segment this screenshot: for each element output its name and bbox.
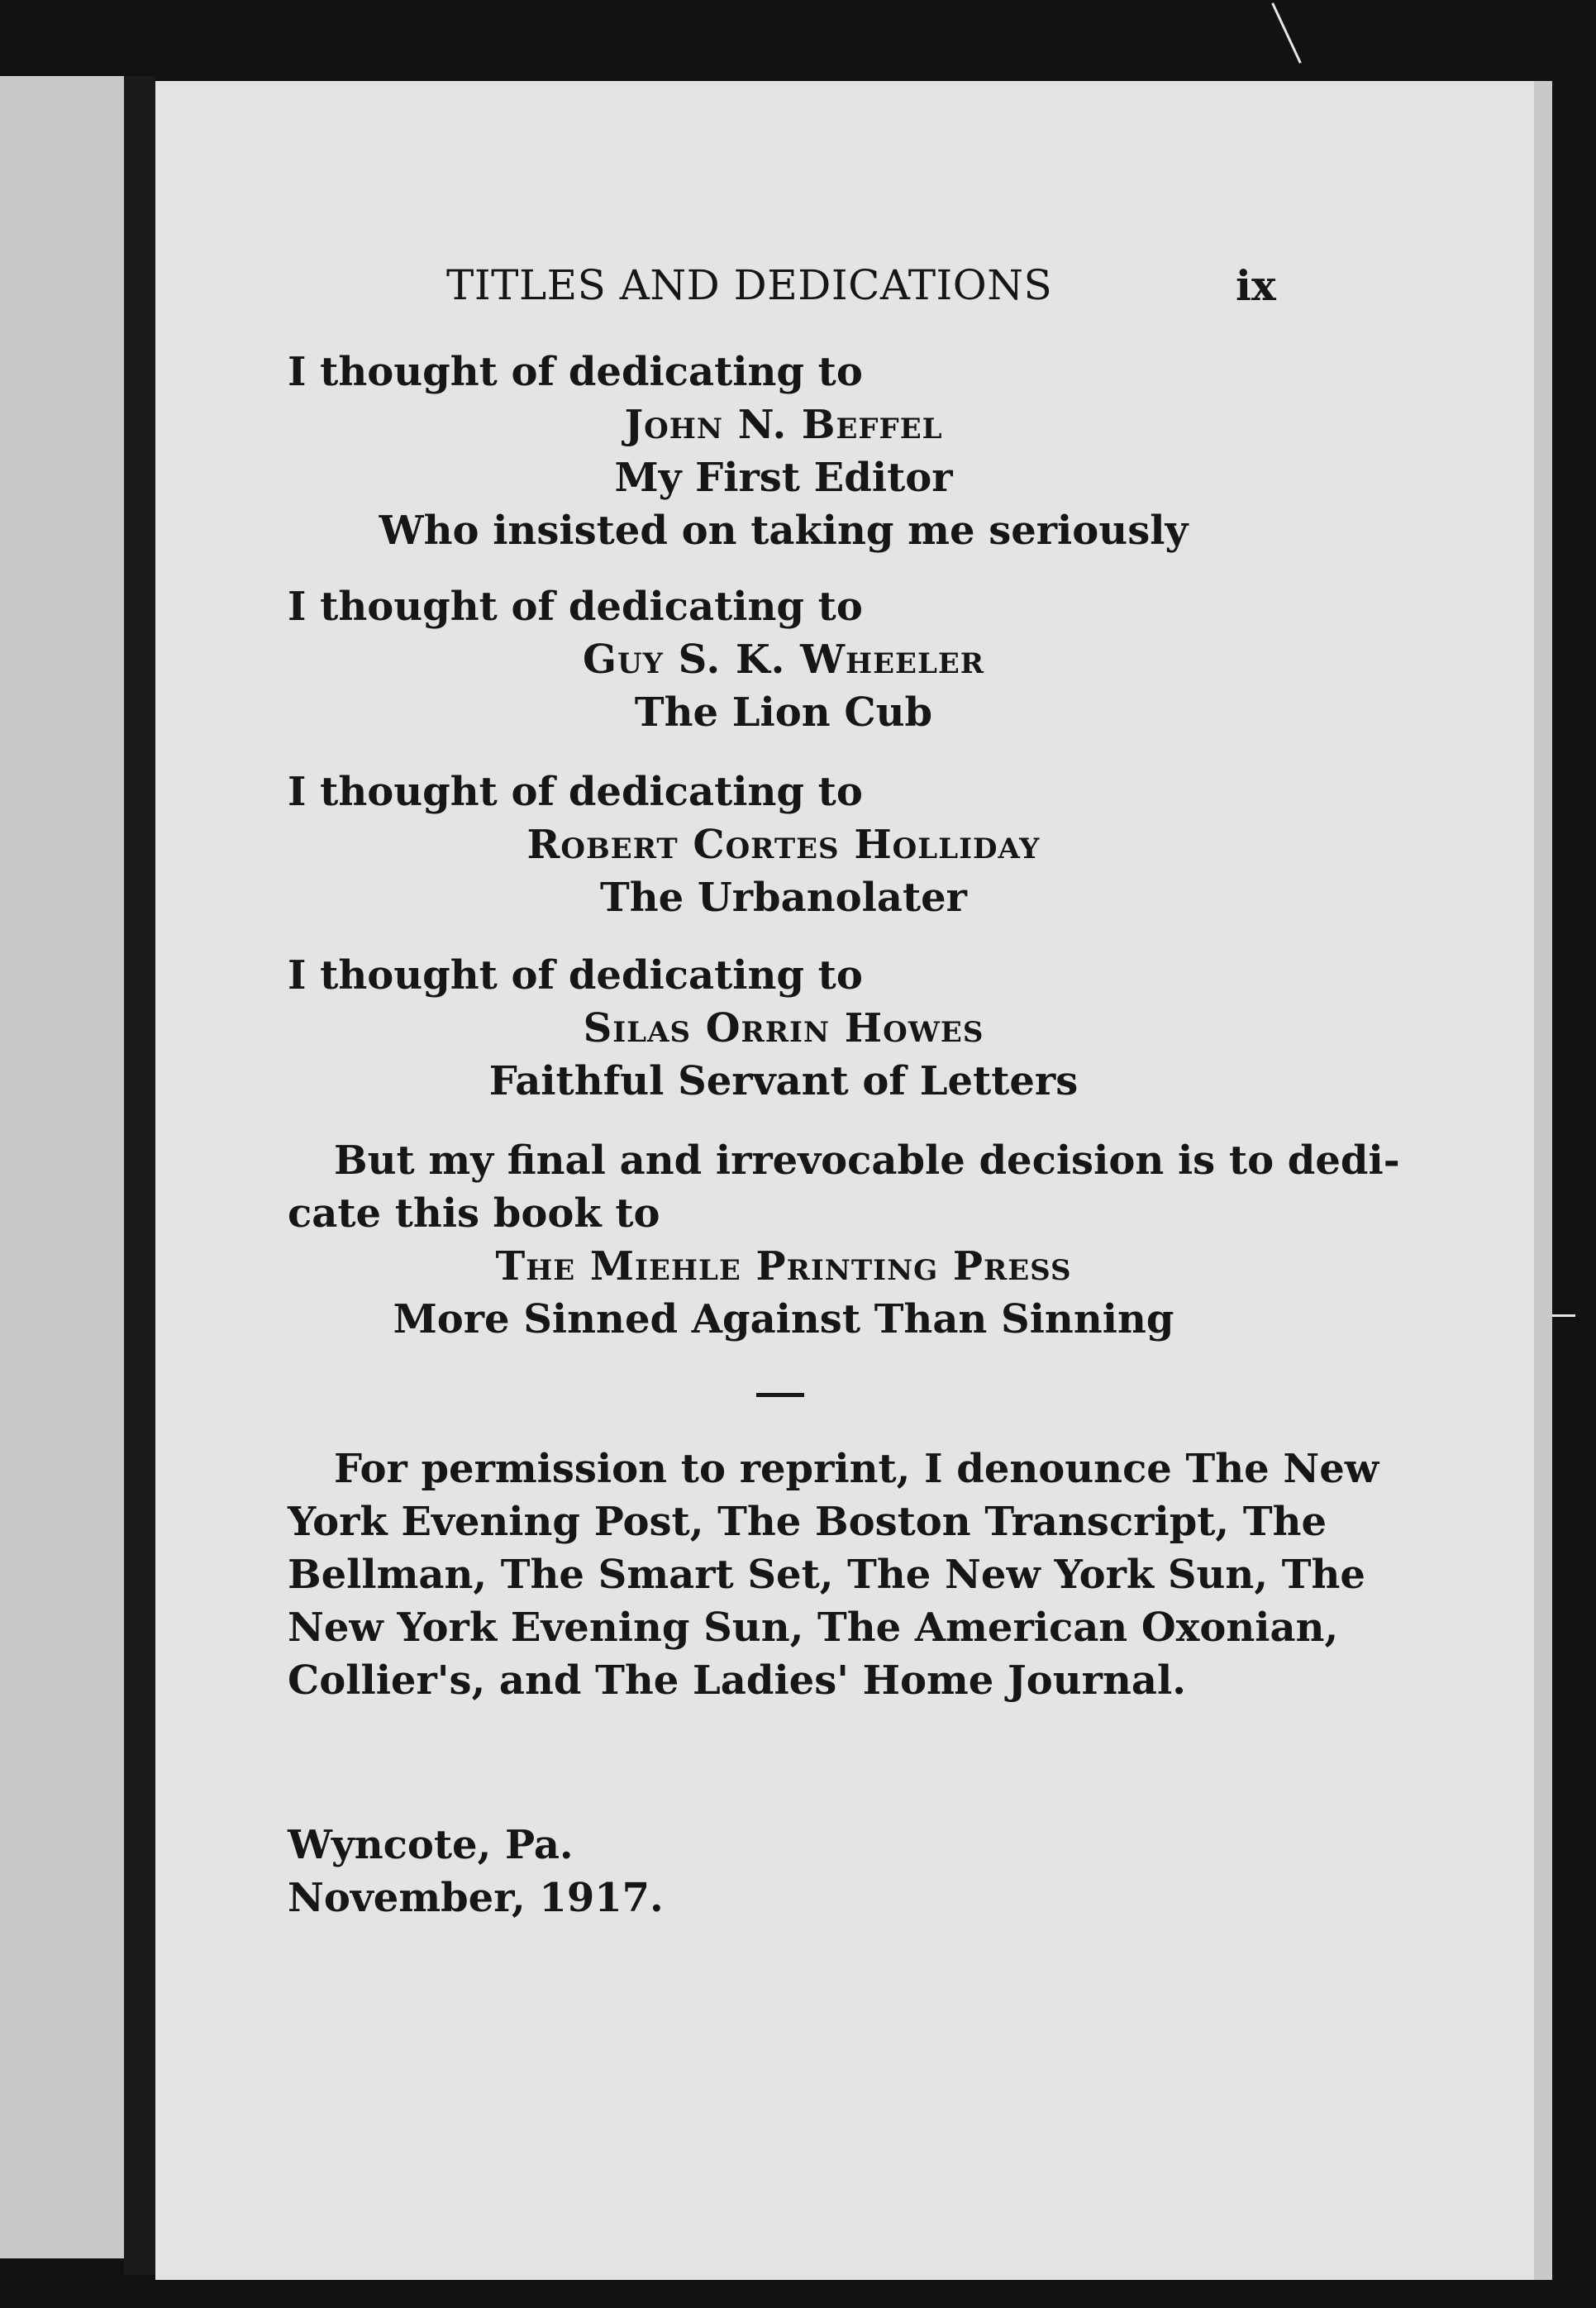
scan-mark	[1552, 1314, 1575, 1317]
final-decision-line: But my final and irrevocable decision is to dedi-	[334, 1137, 1400, 1184]
dedicatee-epithet: The Urbanolater	[600, 875, 967, 921]
signoff-date: November, 1917.	[288, 1875, 664, 1921]
permission-line: New York Evening Sun, The American Oxonian,	[288, 1605, 1339, 1651]
final-decision-line: cate this book to	[288, 1190, 660, 1237]
dedicatee-epithet: Faithful Servant of Letters	[488, 1058, 1079, 1104]
dedicatee-name: John N. Beffel	[624, 402, 943, 448]
dedication-intro: I thought of dedicating to	[288, 952, 863, 999]
page-edge	[1534, 81, 1552, 2280]
signoff-place: Wyncote, Pa.	[288, 1822, 574, 1868]
dedication-intro: I thought of dedicating to	[288, 349, 863, 395]
book-page	[155, 81, 1552, 2280]
dedicatee-name: Guy S. K. Wheeler	[582, 637, 985, 683]
permission-line: Collier's, and The Ladies' Home Journal.	[288, 1657, 1186, 1704]
running-head-title: TITLES AND DEDICATIONS	[446, 261, 1053, 309]
page-number: ix	[1236, 261, 1276, 310]
final-dedicatee-name: The Miehle Printing Press	[495, 1243, 1072, 1290]
scan-mark	[1271, 2, 1302, 64]
dedicatee-name: Robert Cortes Holliday	[526, 822, 1041, 868]
dedication-intro: I thought of dedicating to	[288, 584, 863, 630]
dedication-intro: I thought of dedicating to	[288, 769, 863, 815]
permission-line: For permission to reprint, I denounce The New	[334, 1446, 1379, 1492]
book-spine	[124, 76, 155, 2275]
previous-page-edge	[0, 76, 124, 2258]
permission-line: York Evening Post, The Boston Transcript, The	[288, 1499, 1327, 1545]
dedicatee-epithet: The Lion Cub	[634, 689, 933, 736]
permission-line: Bellman, The Smart Set, The New York Sun, The	[288, 1552, 1365, 1598]
section-divider	[756, 1393, 804, 1397]
dedicatee-epithet: My First Editor	[614, 455, 953, 501]
final-dedicatee-epithet: More Sinned Against Than Sinning	[393, 1296, 1174, 1342]
dedicatee-epithet: Who insisted on taking me seriously	[379, 508, 1189, 554]
dedicatee-name: Silas Orrin Howes	[583, 1005, 984, 1051]
